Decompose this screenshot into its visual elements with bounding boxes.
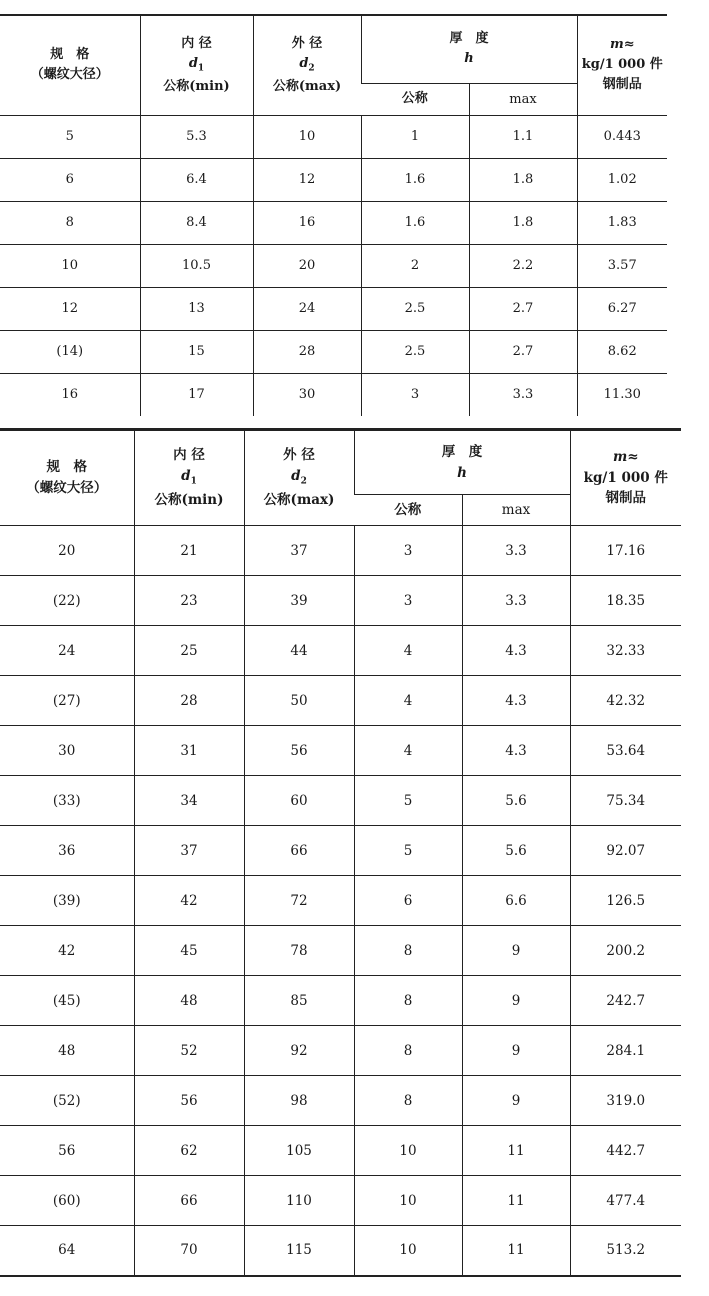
cell-mass: 42.32 <box>570 676 681 726</box>
header-inner-line3: 公称(min) <box>163 78 230 94</box>
cell-thick-max: 4.3 <box>462 726 570 776</box>
cell-outer-diameter: 24 <box>253 287 361 330</box>
cell-spec: (33) <box>0 776 134 826</box>
cell-thick-nominal: 5 <box>354 826 462 876</box>
table-row <box>0 244 667 287</box>
cell-mass: 126.5 <box>570 876 681 926</box>
cell-thick-max: 4.3 <box>462 676 570 726</box>
cell-inner-diameter: 28 <box>134 676 244 726</box>
cell-mass: 200.2 <box>570 926 681 976</box>
cell-outer-diameter: 30 <box>253 373 361 416</box>
table-row <box>0 115 667 158</box>
table-top-body <box>0 115 667 416</box>
cell-thick-nominal: 3 <box>354 576 462 626</box>
cell-mass: 1.02 <box>577 158 667 201</box>
header-mass-line3: 钢制品 <box>605 490 646 507</box>
header-inner-symbol: d <box>181 468 191 485</box>
cell-spec: 56 <box>0 1126 134 1176</box>
cell-mass: 0.443 <box>577 115 667 158</box>
header-outer-diameter <box>244 430 354 526</box>
cell-spec: 10 <box>0 244 140 287</box>
cell-outer-diameter: 39 <box>244 576 354 626</box>
cell-outer-diameter: 12 <box>253 158 361 201</box>
cell-spec: 36 <box>0 826 134 876</box>
cell-thick-max: 9 <box>462 926 570 976</box>
cell-spec: 16 <box>61 387 79 403</box>
table-row <box>0 1126 681 1176</box>
cell-thick-max: 4.3 <box>462 626 570 676</box>
cell-outer-diameter: 16 <box>253 201 361 244</box>
cell-inner-diameter: 70 <box>134 1226 244 1276</box>
header-inner-line3: 公称(min) <box>154 491 224 508</box>
cell-thick-nominal: 4 <box>354 676 462 726</box>
cell-mass: 18.35 <box>570 576 681 626</box>
cell-thick-max: 5.6 <box>462 826 570 876</box>
header-outer-line1: 外 径 <box>291 35 323 51</box>
cell-spec: 24 <box>0 626 134 676</box>
header-thick-max: max <box>469 83 577 115</box>
cell-thick-max: 9 <box>462 1026 570 1076</box>
cell-thick-max: 9 <box>462 1076 570 1126</box>
header-inner-symbol: d <box>188 55 198 71</box>
cell-thick-nominal: 8 <box>354 1076 462 1126</box>
cell-mass: 75.34 <box>570 776 681 826</box>
cell-spec: 6 <box>0 158 140 201</box>
table-row <box>0 626 681 676</box>
cell-thick-max: 3.3 <box>462 576 570 626</box>
header-mass-line1: m≈ <box>609 37 635 53</box>
header-outer-diameter <box>253 15 361 115</box>
cell-inner-diameter: 48 <box>134 976 244 1026</box>
header-thick-line1: 厚 度 <box>441 443 483 460</box>
table-row <box>0 826 681 876</box>
cell-inner-diameter: 23 <box>134 576 244 626</box>
table-row <box>0 330 667 373</box>
cell-mass: 17.16 <box>570 526 681 576</box>
cell-thick-nominal: 2.5 <box>361 287 469 330</box>
cell-thick-nominal: 3 <box>361 373 469 416</box>
table-row <box>0 201 667 244</box>
cell-inner-diameter: 66 <box>134 1176 244 1226</box>
cell-spec: 5 <box>0 115 140 158</box>
cell-thick-max: 1.8 <box>469 158 577 201</box>
header-spec-line1: 规 格 <box>46 459 87 476</box>
cell-mass: 284.1 <box>570 1026 681 1076</box>
header-mass-line3: 钢制品 <box>602 77 642 93</box>
header-spec-line2: （螺纹大径） <box>30 67 109 83</box>
cell-mass: 442.7 <box>570 1126 681 1176</box>
cell-thick-nominal: 6 <box>354 876 462 926</box>
table-row <box>0 726 681 776</box>
table-row <box>0 526 681 576</box>
header-thick-max: max <box>462 495 570 526</box>
cell-thick-max: 3.3 <box>462 526 570 576</box>
cell-spec: (60) <box>0 1176 134 1226</box>
cell-thick-max: 9 <box>462 976 570 1026</box>
header-outer-sub: 2 <box>308 63 315 74</box>
header-mass-line2: kg/1 000 件 <box>581 57 663 73</box>
cell-spec: (39) <box>0 876 134 926</box>
cell-spec: 64 <box>0 1226 134 1276</box>
cell-outer-diameter: 28 <box>253 330 361 373</box>
cell-inner-diameter: 5.3 <box>140 115 253 158</box>
cell-thick-max: 2.7 <box>469 287 577 330</box>
header-thick-symbol: h <box>457 464 467 481</box>
cell-inner-diameter: 21 <box>134 526 244 576</box>
cell-spec: (27) <box>0 676 134 726</box>
cell-outer-diameter: 92 <box>244 1026 354 1076</box>
header-inner-line1: 内 径 <box>181 35 212 51</box>
cell-outer-diameter: 85 <box>244 976 354 1026</box>
table-row <box>0 576 681 626</box>
cell-outer-diameter: 60 <box>244 776 354 826</box>
cell-thick-max: 11 <box>462 1176 570 1226</box>
header-mass <box>577 15 667 115</box>
cell-spec: (45) <box>0 976 134 1026</box>
cell-mass: 32.33 <box>570 626 681 676</box>
washer-dimensions-table-bottom <box>0 428 681 1277</box>
header-spec-line2: （螺纹大径） <box>26 480 108 496</box>
header-thick-nominal: 公称 <box>354 495 462 526</box>
cell-thick-nominal: 10 <box>354 1126 462 1176</box>
cell-thick-max: 11 <box>462 1126 570 1176</box>
cell-mass: 6.27 <box>577 287 667 330</box>
table-row <box>0 776 681 826</box>
cell-inner-diameter: 15 <box>140 330 253 373</box>
table-row <box>0 976 681 1026</box>
cell-mass: 477.4 <box>570 1176 681 1226</box>
cell-thick-max: 11 <box>462 1226 570 1276</box>
header-inner-sub: 1 <box>197 63 205 74</box>
cell-thick-nominal: 8 <box>354 976 462 1026</box>
header-outer-line3: 公称(max) <box>272 78 342 94</box>
header-thick-symbol: h <box>464 51 474 67</box>
table-row <box>0 676 681 726</box>
cell-outer-diameter: 44 <box>244 626 354 676</box>
header-outer-symbol: d <box>291 468 301 485</box>
header-spec <box>0 430 134 526</box>
table-row <box>0 1176 681 1226</box>
cell-mass: 11.30 <box>577 373 667 416</box>
header-thickness <box>354 430 570 495</box>
cell-mass: 242.7 <box>570 976 681 1026</box>
cell-outer-diameter: 115 <box>244 1226 354 1276</box>
cell-inner-diameter: 25 <box>134 626 244 676</box>
cell-thick-nominal: 1 <box>361 115 469 158</box>
header-thick-line1: 厚 度 <box>449 31 489 47</box>
cell-inner-diameter: 13 <box>140 287 253 330</box>
cell-thick-nominal: 4 <box>354 626 462 676</box>
cell-inner-diameter: 31 <box>134 726 244 776</box>
cell-thick-nominal: 1.6 <box>361 158 469 201</box>
cell-spec: 42 <box>0 926 134 976</box>
header-inner-sub: 1 <box>190 476 197 487</box>
cell-mass: 3.57 <box>577 244 667 287</box>
header-outer-symbol: d <box>299 55 309 71</box>
cell-outer-diameter: 10 <box>253 115 361 158</box>
cell-inner-diameter: 56 <box>134 1076 244 1126</box>
washer-dimensions-table-top <box>0 14 667 416</box>
cell-thick-max: 2.7 <box>469 330 577 373</box>
cell-inner-diameter: 34 <box>134 776 244 826</box>
cell-inner-diameter: 6.4 <box>140 158 253 201</box>
header-outer-line3: 公称(max) <box>263 491 335 508</box>
cell-thick-max: 2.2 <box>469 244 577 287</box>
cell-mass: 513.2 <box>570 1226 681 1276</box>
cell-spec: 48 <box>0 1026 134 1076</box>
table-row <box>0 287 667 330</box>
cell-inner-diameter: 42 <box>134 876 244 926</box>
header-inner-diameter <box>140 15 253 115</box>
cell-thick-max: 6.6 <box>462 876 570 926</box>
cell-outer-diameter: 98 <box>244 1076 354 1126</box>
cell-thick-nominal: 4 <box>354 726 462 776</box>
header-inner-diameter <box>134 430 244 526</box>
cell-spec: 30 <box>0 726 134 776</box>
cell-inner-diameter: 8.4 <box>140 201 253 244</box>
cell-thick-nominal: 8 <box>354 926 462 976</box>
cell-thick-max: 1.1 <box>469 115 577 158</box>
cell-spec: 20 <box>0 526 134 576</box>
cell-spec: (14) <box>0 330 140 373</box>
cell-inner-diameter: 17 <box>140 373 253 416</box>
cell-thick-max: 1.8 <box>469 201 577 244</box>
table-row <box>0 926 681 976</box>
cell-spec: (52) <box>0 1076 134 1126</box>
cell-mass: 53.64 <box>570 726 681 776</box>
table-row <box>0 1026 681 1076</box>
header-spec <box>0 15 140 115</box>
cell-outer-diameter: 56 <box>244 726 354 776</box>
cell-mass: 8.62 <box>577 330 667 373</box>
cell-spec: 8 <box>0 201 140 244</box>
cell-thick-nominal: 2 <box>361 244 469 287</box>
cell-thick-nominal: 1.6 <box>361 201 469 244</box>
table-row <box>0 1076 681 1126</box>
header-outer-sub: 2 <box>300 476 307 487</box>
table-row <box>0 876 681 926</box>
header-spec-line1: 规 格 <box>50 47 90 63</box>
cell-mass: 1.83 <box>577 201 667 244</box>
header-thickness <box>361 15 577 83</box>
cell-inner-diameter: 62 <box>134 1126 244 1176</box>
cell-inner-diameter: 45 <box>134 926 244 976</box>
cell-thick-max: 5.6 <box>462 776 570 826</box>
cell-mass: 92.07 <box>570 826 681 876</box>
cell-spec: 12 <box>0 287 140 330</box>
cell-thick-nominal: 2.5 <box>361 330 469 373</box>
table-bottom-body <box>0 526 681 1276</box>
cell-thick-nominal: 5 <box>354 776 462 826</box>
cell-outer-diameter: 105 <box>244 1126 354 1176</box>
header-outer-line1: 外 径 <box>283 447 315 464</box>
cell-outer-diameter: 72 <box>244 876 354 926</box>
cell-outer-diameter: 20 <box>253 244 361 287</box>
header-inner-line1: 内 径 <box>173 447 205 464</box>
table-row <box>0 373 667 416</box>
cell-outer-diameter: 50 <box>244 676 354 726</box>
cell-thick-nominal: 10 <box>354 1176 462 1226</box>
header-mass-line1: m≈ <box>612 448 639 465</box>
header-thick-nominal: 公称 <box>361 83 469 115</box>
table-row <box>0 1226 681 1276</box>
cell-inner-diameter: 10.5 <box>140 244 253 287</box>
cell-outer-diameter: 66 <box>244 826 354 876</box>
cell-thick-nominal: 3 <box>354 526 462 576</box>
header-mass-line2: kg/1 000 件 <box>583 469 668 486</box>
cell-thick-nominal: 10 <box>354 1226 462 1276</box>
header-mass <box>570 430 681 526</box>
cell-mass: 319.0 <box>570 1076 681 1126</box>
cell-thick-max: 3.3 <box>469 373 577 416</box>
cell-outer-diameter: 78 <box>244 926 354 976</box>
cell-outer-diameter: 37 <box>244 526 354 576</box>
cell-outer-diameter: 110 <box>244 1176 354 1226</box>
cell-thick-nominal: 8 <box>354 1026 462 1076</box>
cell-inner-diameter: 37 <box>134 826 244 876</box>
cell-spec: (22) <box>0 576 134 626</box>
cell-inner-diameter: 52 <box>134 1026 244 1076</box>
table-row <box>0 158 667 201</box>
